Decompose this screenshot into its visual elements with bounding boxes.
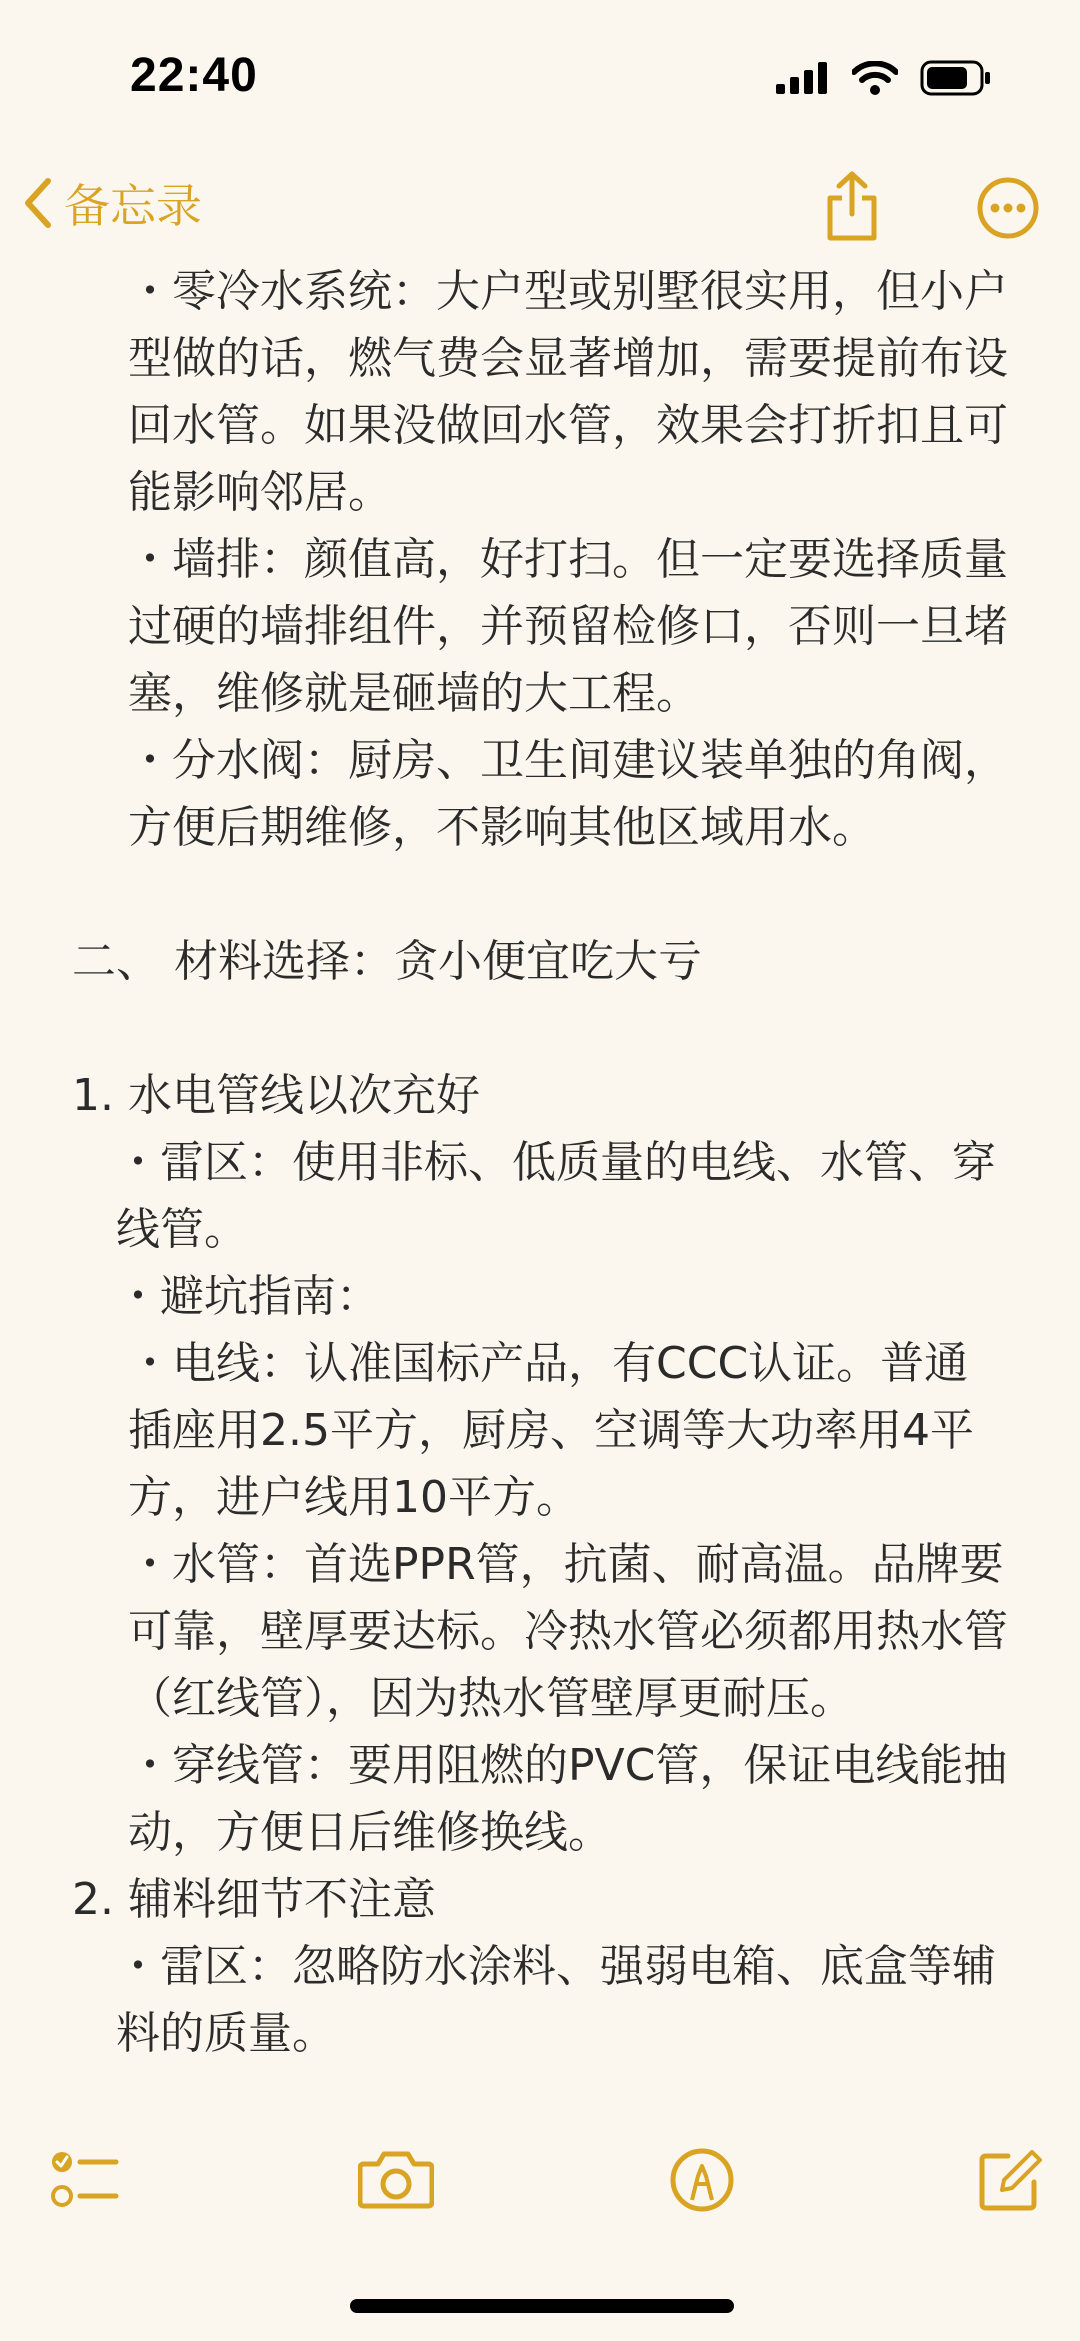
checklist-button[interactable] <box>50 2148 120 2216</box>
share-button[interactable] <box>822 170 882 246</box>
bottom-toolbar <box>0 2140 1080 2250</box>
note-paragraph: ・雷区：使用非标、低质量的电线、水管、穿线管。 <box>116 1137 996 1255</box>
note-paragraph: 1. 水电管线以次充好 <box>72 1070 480 1121</box>
signal-icon <box>776 62 830 94</box>
share-icon <box>822 170 882 242</box>
chevron-left-icon <box>22 177 52 229</box>
status-bar <box>0 0 1080 150</box>
compose-icon <box>978 2148 1042 2212</box>
status-icons <box>776 60 992 96</box>
wifi-icon <box>852 61 898 95</box>
note-paragraph: 2. 辅料细节不注意 <box>72 1874 436 1925</box>
more-button[interactable] <box>976 176 1040 244</box>
camera-button[interactable] <box>358 2148 434 2214</box>
note-paragraph: ・水管：首选PPR管，抗菌、耐高温。品牌要可靠，壁厚要达标。冷热水管必须都用热水管（红线管），因为热水管壁厚更耐压。 <box>128 1539 1008 1724</box>
compose-button[interactable] <box>978 2148 1042 2216</box>
battery-icon <box>920 60 992 96</box>
note-paragraph: ・穿线管：要用阻燃的PVC管，保证电线能抽动，方便日后维修换线。 <box>128 1740 1008 1858</box>
nav-bar <box>0 160 1080 260</box>
note-blank-line <box>72 861 1012 928</box>
note-body[interactable] <box>72 258 1012 2067</box>
note-paragraph: ・分水阀：厨房、卫生间建议装单独的角阀，方便后期维修，不影响其他区域用水。 <box>128 735 1008 853</box>
markup-pen-icon <box>670 2148 734 2212</box>
home-indicator <box>350 2299 734 2313</box>
checklist-icon <box>50 2148 120 2212</box>
more-icon <box>976 176 1040 240</box>
note-paragraph: ・电线：认准国标产品，有CCC认证。普通插座用2.5平方，厨房、空调等大功率用4平方，进户线用10平方。 <box>128 1338 974 1523</box>
note-blank-line <box>72 995 1012 1062</box>
markup-button[interactable] <box>670 2148 734 2216</box>
back-label: 备忘录 <box>64 179 202 233</box>
back-button[interactable] <box>22 170 202 236</box>
note-paragraph: 二、 材料选择：贪小便宜吃大亏 <box>72 936 702 987</box>
note-paragraph: ・墙排：颜值高，好打扫。但一定要选择质量过硬的墙排组件，并预留检修口，否则一旦堵塞，维修就是砸墙的大工程。 <box>128 534 1008 719</box>
note-paragraph: ・雷区：忽略防水涂料、强弱电箱、底盒等辅料的质量。 <box>116 1941 996 2059</box>
note-paragraph: ・避坑指南： <box>116 1271 380 1322</box>
status-time: 22:40 <box>130 49 258 102</box>
camera-icon <box>358 2148 434 2210</box>
note-paragraph: ・零冷水系统：大户型或别墅很实用，但小户型做的话，燃气费会显著增加，需要提前布设回水管。如果没做回水管，效果会打折扣且可能影响邻居。 <box>128 266 1008 518</box>
